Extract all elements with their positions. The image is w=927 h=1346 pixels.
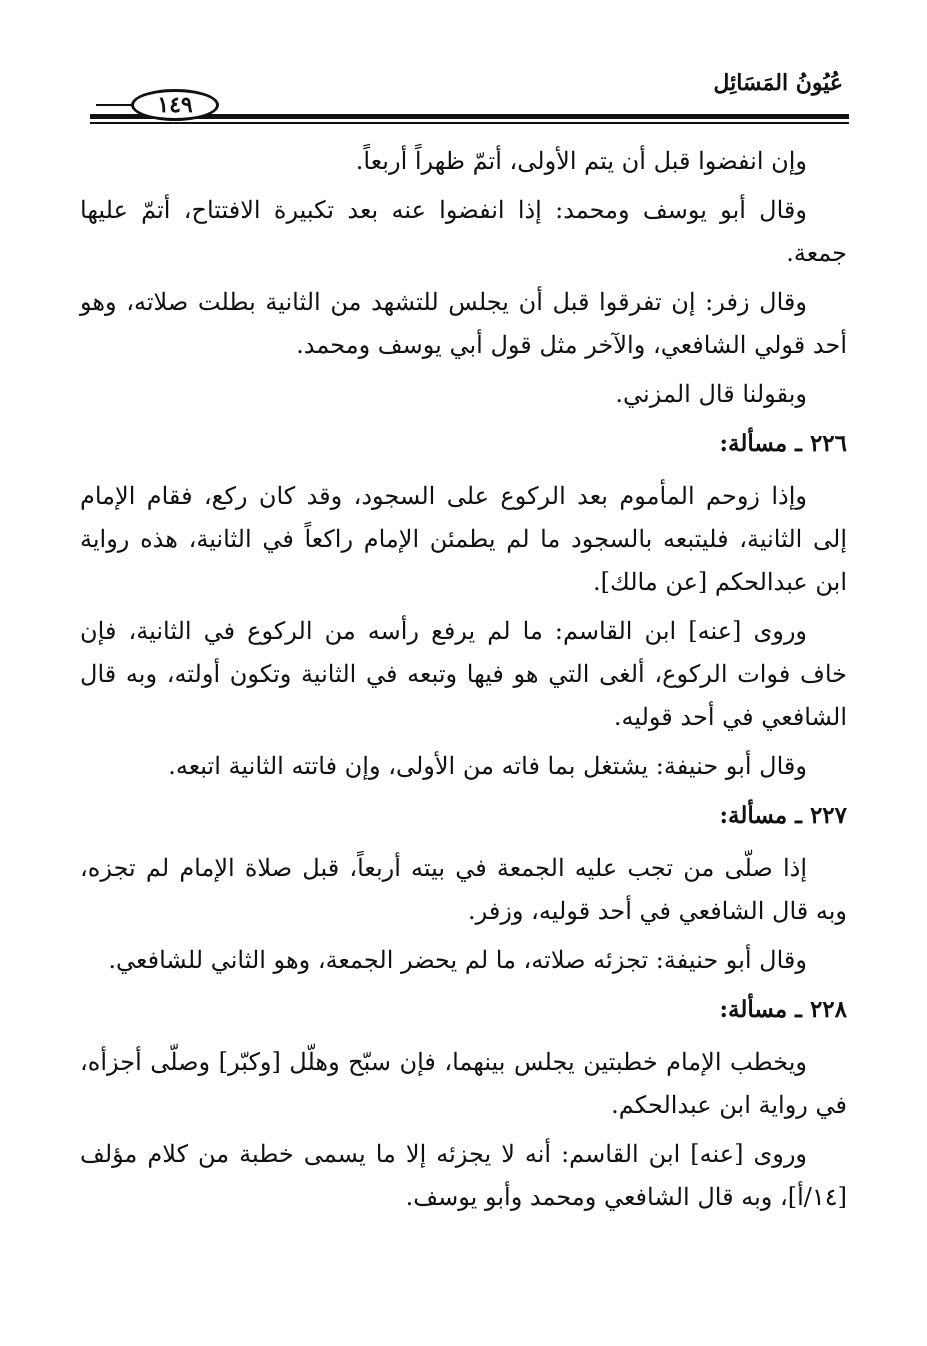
paragraph: وقال أبو حنيفة: يشتغل بما فاته من الأولى، وإن فاتته الثانية اتبعه. [168, 752, 807, 780]
paragraph: وإن انفضوا قبل أن يتم الأولى، أتمّ ظهراً أربعاً. [355, 147, 807, 175]
section-heading-227: ٢٢٧ ـ مسألة: [719, 802, 847, 829]
header-rule-accent [96, 104, 136, 106]
page-number: ١٤٩ [157, 92, 193, 118]
paragraph: وقال زفر: إن تفرقوا قبل أن يجلس للتشهد من الثانية بطلت صلاته، وهو أحد قولي الشافعي، والآخر مثل قول أبي يوسف ومحمد. [80, 288, 847, 359]
paragraph: وبقولنا قال المزني. [615, 380, 807, 408]
paragraph: وإذا زوحم المأموم بعد الركوع على السجود، وقد كان ركع، فقام الإمام إلى الثانية، فليتبعه بالسجود ما لم يطمئن الإمام راكعاً في الثانية، هذه رواية ابن عبدالحكم [عن مالك]. [80, 482, 847, 596]
paragraph: وقال أبو يوسف ومحمد: إذا انفضوا عنه بعد تكبيرة الافتتاح، أتمّ عليها جمعة. [80, 196, 847, 267]
paragraph: وقال أبو حنيفة: تجزئه صلاته، ما لم يحضر الجمعة، وهو الثاني للشافعي. [108, 946, 807, 974]
paragraph: إذا صلّى من تجب عليه الجمعة في بيته أربعاً، قبل صلاة الإمام لم تجزه، وبه قال الشافعي في أحد قوليه، وزفر. [80, 854, 847, 925]
paragraph: وروى [عنه] ابن القاسم: ما لم يرفع رأسه من الركوع في الثانية، فإن خاف فوات الركوع، ألغى التي هو فيها وتبعه في الثانية وتكون أولته، وبه قال الشافعي في أحد قوليه. [80, 617, 847, 731]
running-header-title: عُيُونُ المَسَائِل [713, 70, 843, 96]
page-number-badge [131, 89, 219, 121]
section-heading-226: ٢٢٦ ـ مسألة: [719, 430, 847, 457]
section-heading-228: ٢٢٨ ـ مسألة: [719, 996, 847, 1023]
paragraph: ويخطب الإمام خطبتين يجلس بينهما، فإن سبّح وهلّل [وكبّر] وصلّى أجزأه، في رواية ابن عبدالحكم. [80, 1048, 847, 1119]
header-rule-thin [90, 122, 849, 124]
page-body [80, 140, 847, 1225]
paragraph: وروى [عنه] ابن القاسم: أنه لا يجزئه إلا ما يسمى خطبة من كلام مؤلف [١٤/أ]، وبه قال الشافعي ومحمد وأبو يوسف. [80, 1140, 847, 1211]
